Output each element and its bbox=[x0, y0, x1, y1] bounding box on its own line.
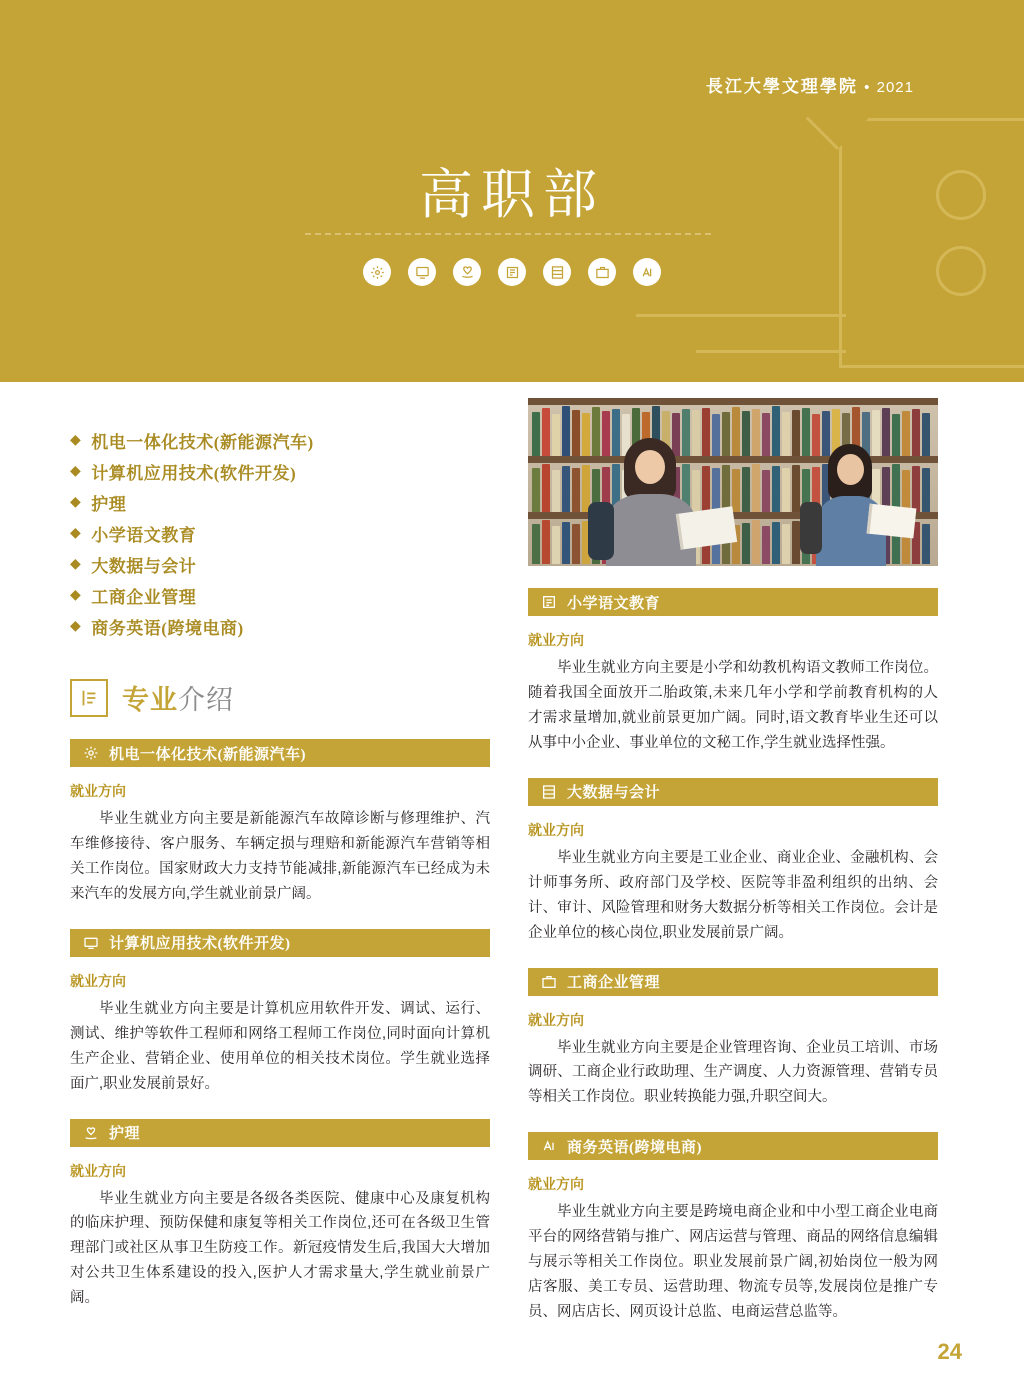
body-paragraph: 毕业生就业方向主要是企业管理咨询、企业员工培训、市场调研、工商企业行政助理、生产调度、人力资源管理、营销专员等相关工作岗位。职业转换能力强,升职空间大。 bbox=[528, 1039, 938, 1106]
major-name: 商务英语(跨境电商) bbox=[91, 619, 244, 638]
book-chinese-icon bbox=[540, 593, 558, 611]
abacus-icon bbox=[543, 258, 571, 286]
major-title: 工商企业管理 bbox=[567, 975, 661, 991]
body-paragraph: 毕业生就业方向主要是计算机应用软件开发、调试、运行、测试、维护等软件工程师和网络工程师工作岗位,同时面向计算机生产企业、营销企业、使用单位的相关技术岗位。学生就业选择面广,职业发展前景好。 bbox=[70, 1000, 490, 1092]
diamond-bullet-icon: ◆ bbox=[70, 463, 82, 479]
list-document-icon bbox=[70, 679, 108, 717]
diamond-bullet-icon: ◆ bbox=[70, 525, 82, 541]
list-item[interactable] bbox=[70, 580, 490, 611]
monitor-icon bbox=[82, 934, 100, 952]
monitor-icon bbox=[408, 258, 436, 286]
sub-heading: 就业方向 bbox=[70, 974, 126, 990]
list-item[interactable] bbox=[70, 487, 490, 518]
abc-icon bbox=[633, 258, 661, 286]
sub-heading: 就业方向 bbox=[70, 1164, 126, 1180]
major-title-bar bbox=[70, 929, 490, 957]
list-item[interactable] bbox=[70, 611, 490, 642]
banner-year: 2021 bbox=[876, 79, 914, 96]
major-title-bar bbox=[70, 1119, 490, 1147]
body-paragraph: 毕业生就业方向主要是工业企业、商业企业、金融机构、会计师事务所、政府部门及学校、医院等非盈利组织的出纳、会计、审计、风险管理和财务大数据分析等相关工作岗位。会计是企业单位的核心岗位,职业发展前景广阔。 bbox=[528, 849, 938, 941]
institution-name: 長江大學文理學院 bbox=[705, 77, 858, 96]
hands-care-icon bbox=[453, 258, 481, 286]
list-item[interactable] bbox=[70, 518, 490, 549]
section-heading bbox=[70, 678, 490, 717]
briefcase-icon bbox=[588, 258, 616, 286]
right-column bbox=[528, 398, 938, 1325]
major-title: 商务英语(跨境电商) bbox=[567, 1139, 702, 1156]
diamond-bullet-icon: ◆ bbox=[70, 494, 82, 510]
page-header-banner bbox=[0, 0, 1024, 382]
major-title: 小学语文教育 bbox=[567, 595, 661, 612]
abacus-icon bbox=[540, 783, 558, 801]
sub-heading: 就业方向 bbox=[528, 823, 584, 839]
sub-heading: 就业方向 bbox=[70, 785, 126, 800]
major-index-list bbox=[70, 425, 490, 642]
hands-care-icon bbox=[82, 1124, 100, 1142]
body-paragraph: 毕业生就业方向主要是新能源汽车故障诊断与修理维护、汽车维修接待、客户服务、车辆定损与理赔和新能源汽车营销等相关工作岗位。国家财政大力支持节能减排,新能源汽车已经成为未来汽车的发展方向,学生就业前景广阔。 bbox=[70, 811, 490, 902]
major-block bbox=[70, 1119, 490, 1312]
page-number: 24 bbox=[937, 1339, 962, 1364]
library-reading-photo bbox=[528, 398, 938, 566]
book-chinese-icon bbox=[498, 258, 526, 286]
major-title-bar bbox=[528, 588, 938, 616]
banner-divider bbox=[305, 233, 711, 235]
left-column bbox=[70, 425, 490, 1311]
briefcase-icon bbox=[540, 973, 558, 991]
institution-brand bbox=[706, 72, 914, 97]
major-block bbox=[528, 1132, 938, 1325]
major-title: 机电一体化技术(新能源汽车) bbox=[109, 746, 306, 763]
abc-icon bbox=[540, 1137, 558, 1155]
body-paragraph: 毕业生就业方向主要是小学和幼教机构语文教师工作岗位。随着我国全面放开二胎政策,未来几年小学和学前教育机构的人才需求量增加,就业前景更加广阔。同时,语文教育毕业生还可以从事中小企业、事业单位的文秘工作,学生就业选择性强。 bbox=[528, 660, 938, 751]
list-item[interactable] bbox=[70, 425, 490, 456]
diamond-bullet-icon: ◆ bbox=[70, 587, 82, 603]
major-title: 护理 bbox=[109, 1126, 141, 1142]
major-title-bar bbox=[528, 1132, 938, 1160]
section-title-main: 专业 bbox=[122, 685, 178, 715]
section-title-sub: 介绍 bbox=[178, 685, 234, 715]
major-block bbox=[528, 588, 938, 756]
section-heading-text bbox=[122, 678, 234, 717]
list-item[interactable] bbox=[70, 456, 490, 487]
major-block bbox=[528, 968, 938, 1111]
sub-heading: 就业方向 bbox=[528, 1178, 584, 1194]
major-title: 大数据与会计 bbox=[567, 785, 661, 802]
body-paragraph: 毕业生就业方向主要是跨境电商企业和中小型工商企业电商平台的网络营销与推广、网店运营与管理、商品的网络信息编辑与展示等相关工作岗位。职业发展前景广阔,初始岗位一般为网店客服、美工专员、运营助理、物流专员等,发展岗位是推广专员、网店店长、网页设计总监、电商运营总监等。 bbox=[528, 1204, 938, 1321]
major-name: 工商企业管理 bbox=[91, 588, 197, 607]
major-name: 机电一体化技术(新能源汽车) bbox=[91, 433, 314, 452]
major-block bbox=[70, 739, 490, 907]
diamond-bullet-icon: ◆ bbox=[70, 556, 82, 572]
major-title-bar bbox=[528, 968, 938, 996]
banner-icon-row bbox=[0, 258, 1024, 286]
sub-heading: 就业方向 bbox=[528, 1013, 584, 1029]
major-name: 计算机应用技术(软件开发) bbox=[91, 464, 297, 483]
body-paragraph: 毕业生就业方向主要是各级各类医院、健康中心及康复机构的临床护理、预防保健和康复等相关工作岗位,还可在各级卫生管理部门或社区从事卫生防疫工作。新冠疫情发生后,我国大大增加对公共卫生体系建设的投入,医护人才需求量大,学生就业前景广阔。 bbox=[70, 1190, 490, 1307]
major-name: 小学语文教育 bbox=[91, 526, 197, 545]
gear-icon bbox=[363, 258, 391, 286]
major-block bbox=[528, 778, 938, 946]
page-title: 高职部 bbox=[419, 165, 605, 225]
major-block bbox=[70, 929, 490, 1097]
major-name: 护理 bbox=[91, 495, 127, 514]
diamond-bullet-icon: ◆ bbox=[70, 432, 82, 448]
brand-separator: • bbox=[864, 79, 871, 96]
sub-heading: 就业方向 bbox=[528, 634, 584, 649]
gear-icon bbox=[82, 744, 100, 762]
major-title-bar bbox=[70, 739, 490, 767]
list-item[interactable] bbox=[70, 549, 490, 580]
major-title: 计算机应用技术(软件开发) bbox=[109, 936, 291, 953]
diamond-bullet-icon: ◆ bbox=[70, 618, 82, 634]
major-title-bar bbox=[528, 778, 938, 806]
major-name: 大数据与会计 bbox=[91, 557, 197, 576]
